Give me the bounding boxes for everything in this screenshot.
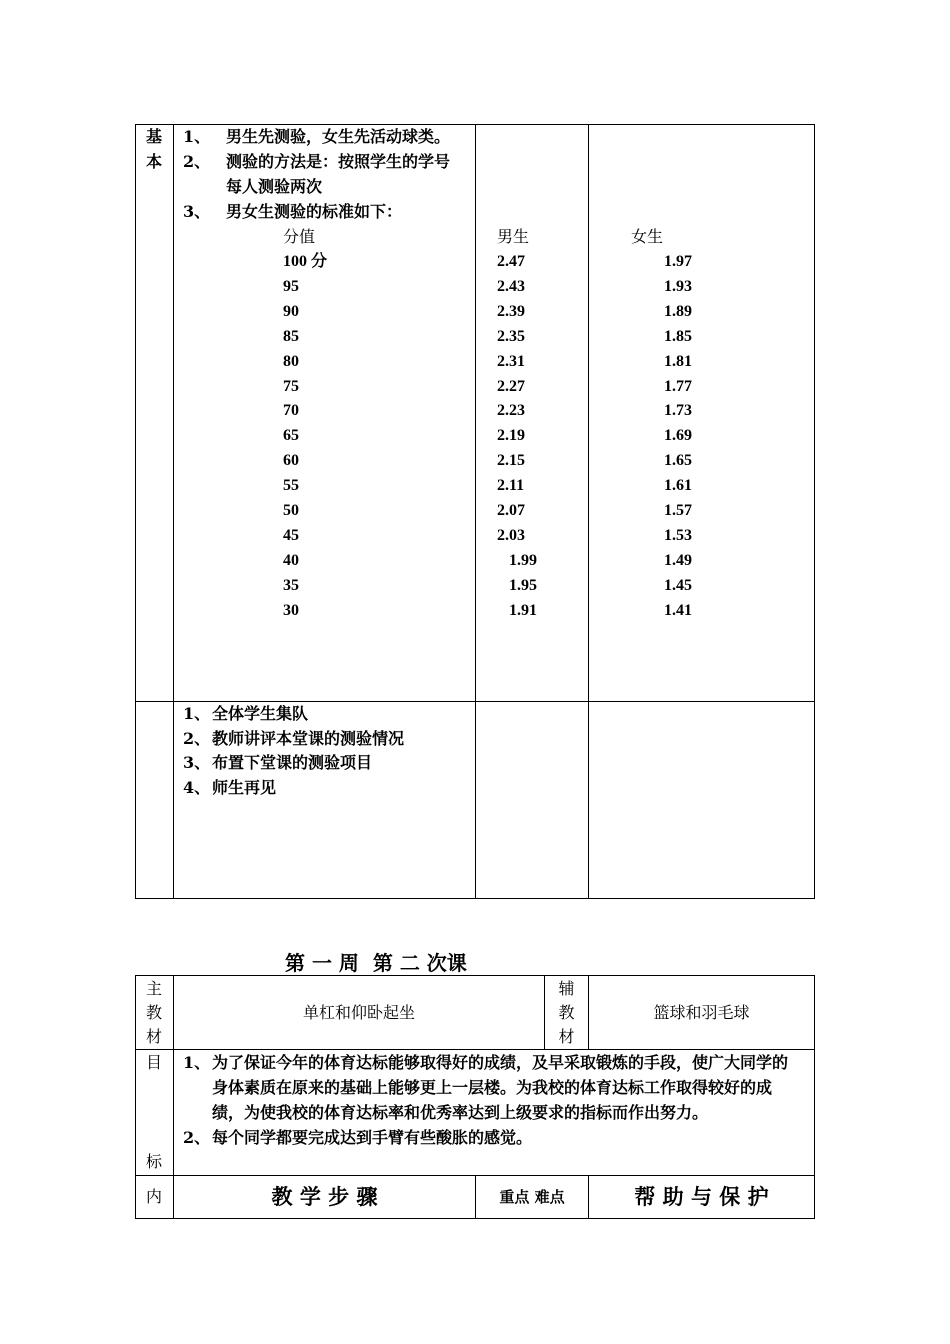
main-material-content: 单杠和仰卧起坐 [302,1003,415,1022]
male-standard: 2.43 [497,278,525,295]
female-standard: 1.85 [664,328,692,345]
score-value: 80 [283,353,299,370]
female-header: 女生 [631,227,664,246]
goal-number: 2、 [183,1128,211,1147]
female-standard: 1.53 [664,527,692,544]
aux-material-content: 篮球和羽毛球 [653,1003,750,1022]
goal-number: 1、 [183,1053,211,1072]
main-material-label-char: 材 [145,1027,162,1046]
item-text-continuation: 每人测验两次 [226,177,323,196]
female-standard: 1.77 [664,378,692,395]
male-standard: 2.15 [497,452,525,469]
help-protection-header: 帮 助 与 保 护 [634,1184,769,1209]
score-value: 90 [283,303,299,320]
goal-label-char: 目 [145,1053,162,1072]
male-standard: 2.47 [497,253,525,270]
male-standard: 1.91 [509,602,537,619]
item-text: 测验的方法是：按照学生的学号 [226,152,451,171]
table-2-top-border [135,975,815,976]
score-header: 分值 [283,227,316,246]
aux-material-label-char: 教 [558,1003,575,1022]
end-item-number: 1、 [183,704,211,723]
side-label-char: 本 [145,152,162,171]
male-standard: 2.39 [497,303,525,320]
score-value: 95 [283,278,299,295]
score-value: 45 [283,527,299,544]
score-value: 75 [283,378,299,395]
goal-text-line: 身体素质在原来的基础上能够更上一层楼。为我校的体育达标工作取得较好的成 [212,1078,773,1097]
female-standard: 1.57 [664,502,692,519]
score-value: 40 [283,552,299,569]
item-text: 男女生测验的标准如下： [226,202,403,221]
score-value: 50 [283,502,299,519]
aux-material-label-char: 辅 [558,979,575,998]
male-standard: 2.23 [497,402,525,419]
goal-text-line: 为了保证今年的体育达标能够取得好的成绩，及早采取锻炼的手段，使广大同学的 [212,1053,789,1072]
table-1-col-divider-3 [588,124,589,899]
female-standard: 1.45 [664,577,692,594]
aux-material-label-char: 材 [558,1027,575,1046]
male-standard: 2.11 [497,477,525,494]
table-1-left-border [135,124,136,899]
goal-label-char: 标 [145,1152,162,1171]
male-standard: 2.07 [497,502,525,519]
female-standard: 1.69 [664,427,692,444]
male-standard: 2.19 [497,427,525,444]
male-standard: 2.35 [497,328,525,345]
table-1-right-border [814,124,815,899]
end-item-text: 教师讲评本堂课的测验情况 [212,729,405,748]
end-item-text: 全体学生集队 [212,704,309,723]
female-standard: 1.93 [664,278,692,295]
end-item-number: 3、 [183,753,211,772]
male-standard: 2.31 [497,353,525,370]
male-header: 男生 [497,227,530,246]
end-item-text: 师生再见 [212,778,277,797]
item-number: 1、 [183,127,211,146]
side-label-char: 基 [145,127,162,146]
table-2-right-border [814,975,815,1219]
end-item-number: 2、 [183,729,211,748]
female-standard: 1.73 [664,402,692,419]
score-value: 55 [283,477,299,494]
table-2-row-border [135,1049,815,1050]
female-standard: 1.97 [664,253,692,270]
main-material-label-char: 主 [145,979,162,998]
female-standard: 1.81 [664,353,692,370]
male-standard: 1.99 [509,552,537,569]
score-value: 100 分 [283,253,328,270]
female-standard: 1.65 [664,452,692,469]
male-standard: 2.03 [497,527,525,544]
score-value: 30 [283,602,299,619]
end-item-number: 4、 [183,778,211,797]
key-points-header: 重点 难点 [499,1188,565,1206]
content-label: 内 [145,1187,162,1206]
female-standard: 1.61 [664,477,692,494]
item-number: 2、 [183,152,211,171]
score-value: 70 [283,402,299,419]
score-value: 65 [283,427,299,444]
score-value: 60 [283,452,299,469]
table-1-col-divider-1 [173,124,174,899]
score-value: 85 [283,328,299,345]
goal-text-line: 绩，为使我校的体育达标率和优秀率达到上级要求的指标而作出努力。 [212,1103,709,1122]
male-standard: 1.95 [509,577,537,594]
female-standard: 1.89 [664,303,692,320]
end-item-text: 布置下堂课的测验项目 [212,753,373,772]
main-material-label-char: 教 [145,1003,162,1022]
table-1-col-divider-2 [475,124,476,899]
goal-text-line: 每个同学都要完成达到手臂有些酸胀的感觉。 [212,1128,533,1147]
score-value: 35 [283,577,299,594]
female-standard: 1.41 [664,602,692,619]
item-number: 3、 [183,202,211,221]
teaching-steps-header: 教 学 步 骤 [271,1184,378,1209]
item-text: 男生先测验，女生先活动球类。 [226,127,451,146]
female-standard: 1.49 [664,552,692,569]
lesson-title: 第 一 周 第 二 次课 [285,951,467,975]
male-standard: 2.27 [497,378,525,395]
